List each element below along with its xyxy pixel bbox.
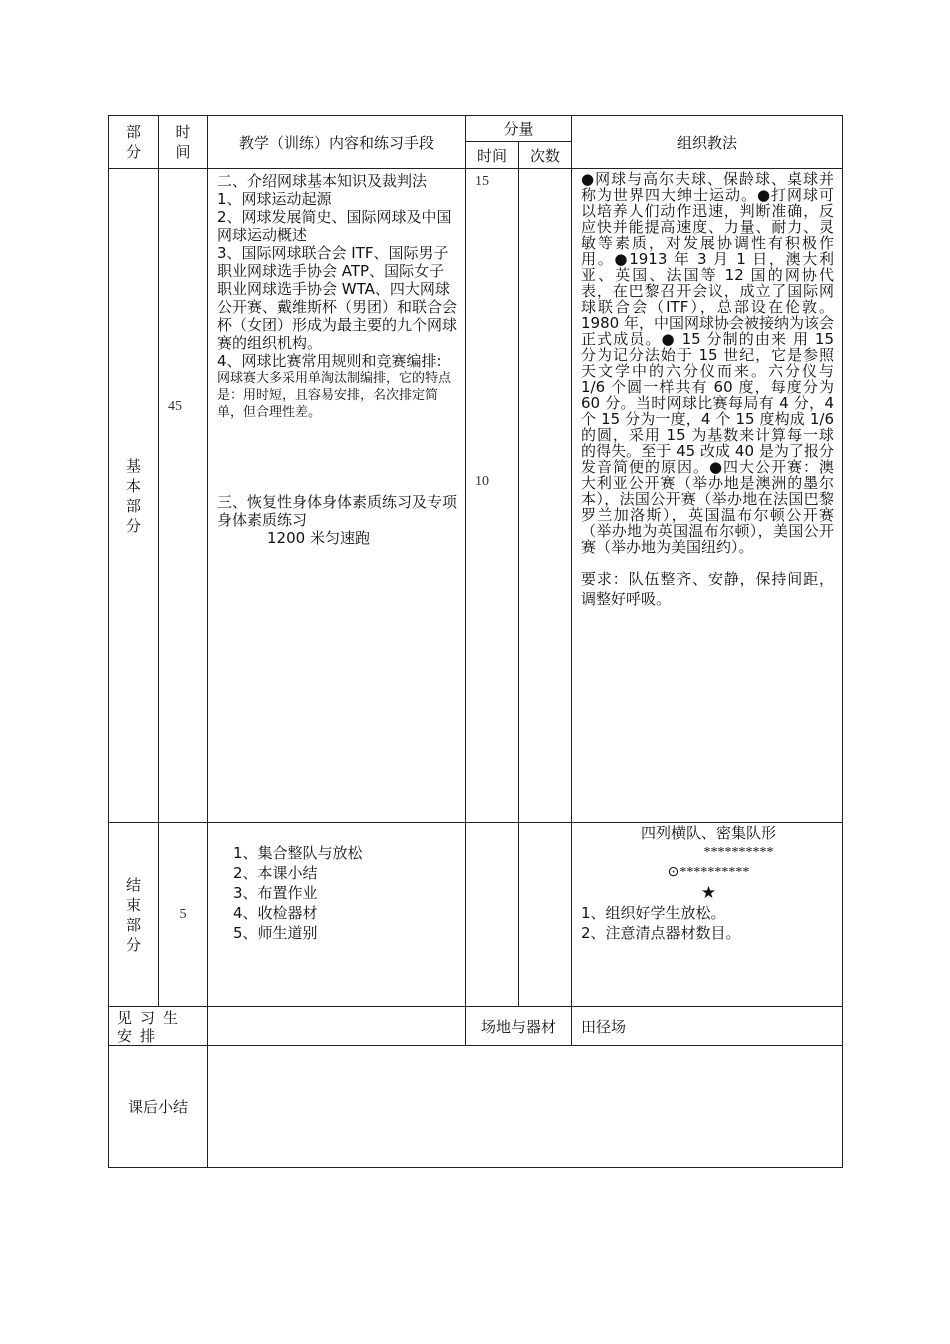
ending-amount-time (466, 823, 519, 1007)
ending-item: 5、师生道别 (233, 924, 318, 942)
basic-amount-count (519, 169, 572, 823)
ending-time: 5 (159, 823, 208, 1007)
basic-method (572, 169, 843, 823)
ending-part-label: 结 束 部 分 (109, 823, 159, 1007)
ending-method (572, 823, 843, 1007)
ending-amount-count (519, 823, 572, 1007)
basic-amount-time: 15 10 (466, 169, 519, 823)
formation-title: 四列横队、密集队形 (641, 824, 777, 842)
summary-label: 课后小结 (109, 1046, 208, 1168)
method-text: ●网球与高尔夫球、保龄球、桌球并称为世界四大绅士运动。●打网球可以培养人们动作迅速，判断准确，反应快并能提高速度、力量、耐力、灵敏等素质，对发展协调性有积极作用。●1913 年 3 月 1 日，澳大利亚、英国、法国等 12 国的网协代表，在巴黎召开会议，成立了国际网球联合会（ITF），总部设在伦敦。1980 年，中国网球协会被接纳为该会正式成员。● 15 分制的由来 用 15 分为记分法始于 15 世纪，它是参照天文学中的六分仪而来。六分仪与 1/6 个圆一样共有 60 度，每度分为 60 分。当时网球比赛每局有 4 分，4 个 15 分为一度，4 个 15 度构成 1/6 的圆，采用 15 为基数来计算每一球的得失。至于 45 改成 40 是为了报分发音简便的原因。●四大公开赛：澳大利亚公开赛（举办地是澳洲的墨尔本），法国公开赛（举办地在法国巴黎罗兰加洛斯），英国温布尔顿公开赛（举办地为英国温布尔顿），美国公开赛（举办地为美国纽约）。 (581, 170, 835, 556)
content-item-3: 3、国际网球联合会 ITF、国际男子职业网球选手协会 ATP、国际女子职业网球选手协会 WTA、四大网球公开赛、戴维斯杯（男团）和联合会杯（女团）形成为最主要的九个网球赛的组织机构。 (217, 244, 458, 352)
ending-item: 1、集合整队与放松 (233, 844, 363, 862)
content-item-1: 1、网球运动起源 (217, 190, 332, 208)
ending-note: 2、注意清点器材数目。 (581, 924, 741, 942)
lesson-plan-table (108, 115, 843, 1168)
header-amount: 分量 (466, 116, 572, 142)
formation-row-1: ********** (703, 845, 774, 860)
basic-part-label: 基 本 部 分 (109, 169, 159, 823)
observer-value (208, 1007, 466, 1046)
venue-value: 田径场 (572, 1007, 843, 1046)
requirement-text: 要求：队伍整齐、安静，保持间距，调整好呼吸。 (581, 570, 835, 608)
summary-value (208, 1046, 843, 1168)
observer-label: 见习生安排 (109, 1007, 208, 1046)
header-amount-count: 次数 (519, 142, 572, 169)
ending-note: 1、组织好学生放松。 (581, 904, 726, 922)
content-run: 1200 米匀速跑 (267, 529, 370, 547)
formation-row-2: ⊙********** (667, 865, 750, 880)
content-item-4-detail: 网球赛大多采用单淘汰制编排，它的特点是：用时短，且容易安排，名次排定简单，但合理性差。 (217, 371, 452, 420)
header-content: 教学（训练）内容和练习手段 (208, 116, 466, 169)
content-heading-3: 三、恢复性身体身体素质练习及专项身体素质练习 (217, 493, 458, 529)
basic-content (208, 169, 466, 823)
ending-item: 4、收检器材 (233, 904, 318, 922)
header-time: 时 间 (159, 116, 208, 169)
basic-time: 45 (159, 169, 208, 823)
content-heading-2: 二、介绍网球基本知识及裁判法 (217, 172, 428, 190)
teacher-star-icon: ★ (700, 883, 717, 903)
ending-item: 2、本课小结 (233, 864, 318, 882)
content-item-4: 4、网球比赛常用规则和竞赛编排: (217, 352, 442, 370)
ending-item: 3、布置作业 (233, 884, 318, 902)
header-method: 组织教法 (572, 116, 843, 169)
ending-content (208, 823, 466, 1007)
venue-label: 场地与器材 (466, 1007, 572, 1046)
content-item-2: 2、网球发展简史、国际网球及中国网球运动概述 (217, 208, 452, 244)
header-part: 部 分 (109, 116, 159, 169)
header-amount-time: 时间 (466, 142, 519, 169)
